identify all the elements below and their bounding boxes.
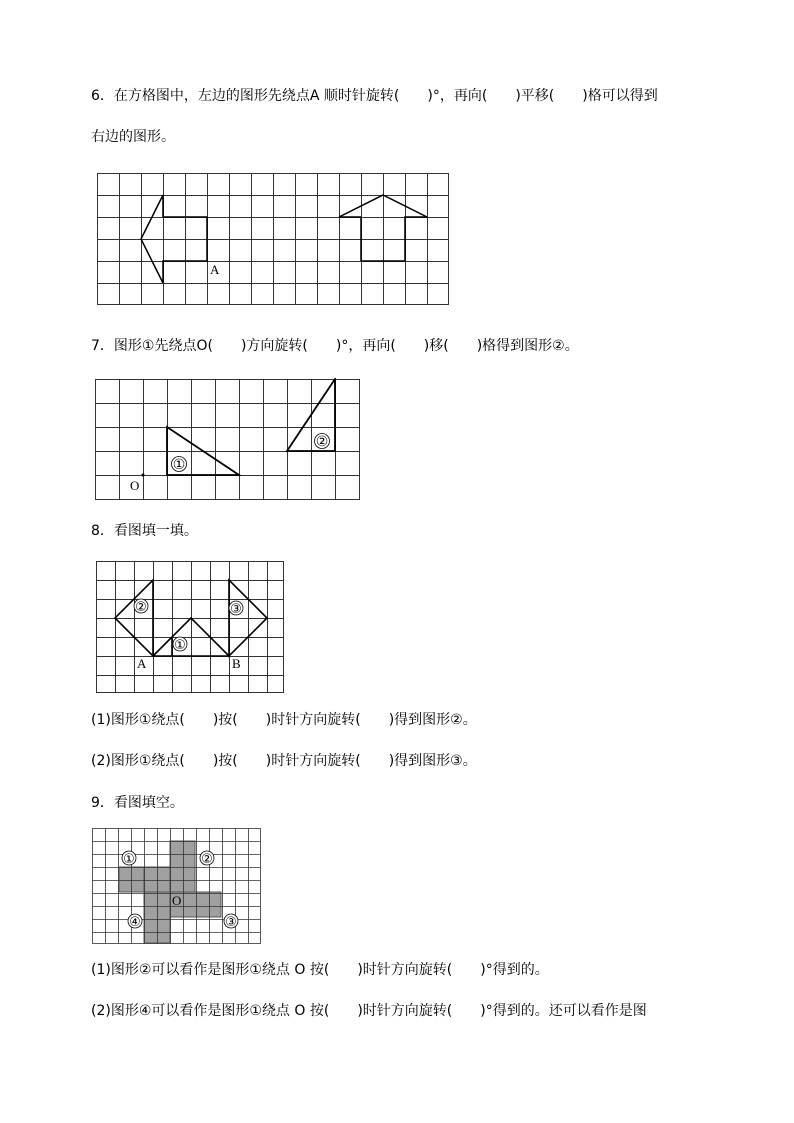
- q9-shape-3-label: ③: [225, 915, 237, 930]
- q6-text-line1: 6．在方格图中，左边的图形先绕点A 顺时针旋转( )°，再向( )平移( )格可以得到: [91, 88, 658, 104]
- q7-shape-1-label: ①: [172, 457, 186, 473]
- q9-sub-question-1: (1)图形②可以看作是图形①绕点 O 按( )时针方向旋转( )°得到的。: [91, 962, 549, 978]
- q9-label-2-badge: [200, 851, 214, 867]
- q9-label-3-badge: [224, 914, 238, 930]
- q9-shape-4-label: ④: [129, 915, 141, 930]
- q6-grid-figure: [96, 172, 450, 306]
- q8-title: 8．看图填一填。: [91, 523, 198, 539]
- q6-point-a-label: A: [210, 262, 220, 277]
- q7-grid-figure: [94, 378, 362, 504]
- q9-sub-question-2: (2)图形④可以看作是图形①绕点 O 按( )时针方向旋转( )°得到的。还可以看作是图: [91, 1003, 647, 1019]
- q9-shape-4: [144, 892, 170, 943]
- q8-shape-1-label: ①: [174, 638, 186, 653]
- q8-sub-question-2: (2)图形①绕点( )按( )时针方向旋转( )得到图形③。: [91, 753, 477, 769]
- q8-point-a-label: A: [137, 656, 147, 671]
- q8-shape-2-label: ②: [135, 600, 147, 615]
- q9-shape-1-label: ①: [123, 852, 135, 867]
- q9-shape-2: [170, 841, 195, 892]
- q8-label-1-badge: [173, 637, 187, 653]
- q9-shape-2-label: ②: [201, 852, 213, 867]
- q7-shape-2-label: ②: [315, 434, 329, 450]
- q7-label-1-badge: [172, 457, 187, 474]
- q9-grid-figure: [91, 827, 263, 947]
- q9-title: 9．看图填空。: [91, 795, 184, 811]
- q7-text-line1: 7．图形①先绕点O( )方向旋转( )°，再向( )移( )格得到图形②。: [91, 338, 579, 354]
- q8-sub-question-1: (1)图形①绕点( )按( )时针方向旋转( )得到图形②。: [91, 712, 477, 728]
- q8-shape-3-label: ③: [230, 602, 242, 617]
- q8-label-3-badge: [229, 601, 243, 617]
- q8-grid-figure: [95, 560, 287, 696]
- q6-text-line2: 右边的图形。: [91, 129, 175, 145]
- q9-shape-1-ext: [144, 867, 170, 892]
- q9-label-1-badge: [122, 851, 136, 867]
- q9-label-4-badge: [128, 914, 142, 930]
- q7-label-2-badge: [315, 434, 330, 451]
- q7-origin-label: O: [130, 478, 140, 493]
- q9-origin-label: O: [172, 893, 182, 908]
- q6-grid-lines: [98, 174, 449, 305]
- q7-origin-dot: [142, 474, 145, 477]
- q8-point-b-label: B: [232, 656, 241, 671]
- q8-label-2-badge: [134, 599, 148, 615]
